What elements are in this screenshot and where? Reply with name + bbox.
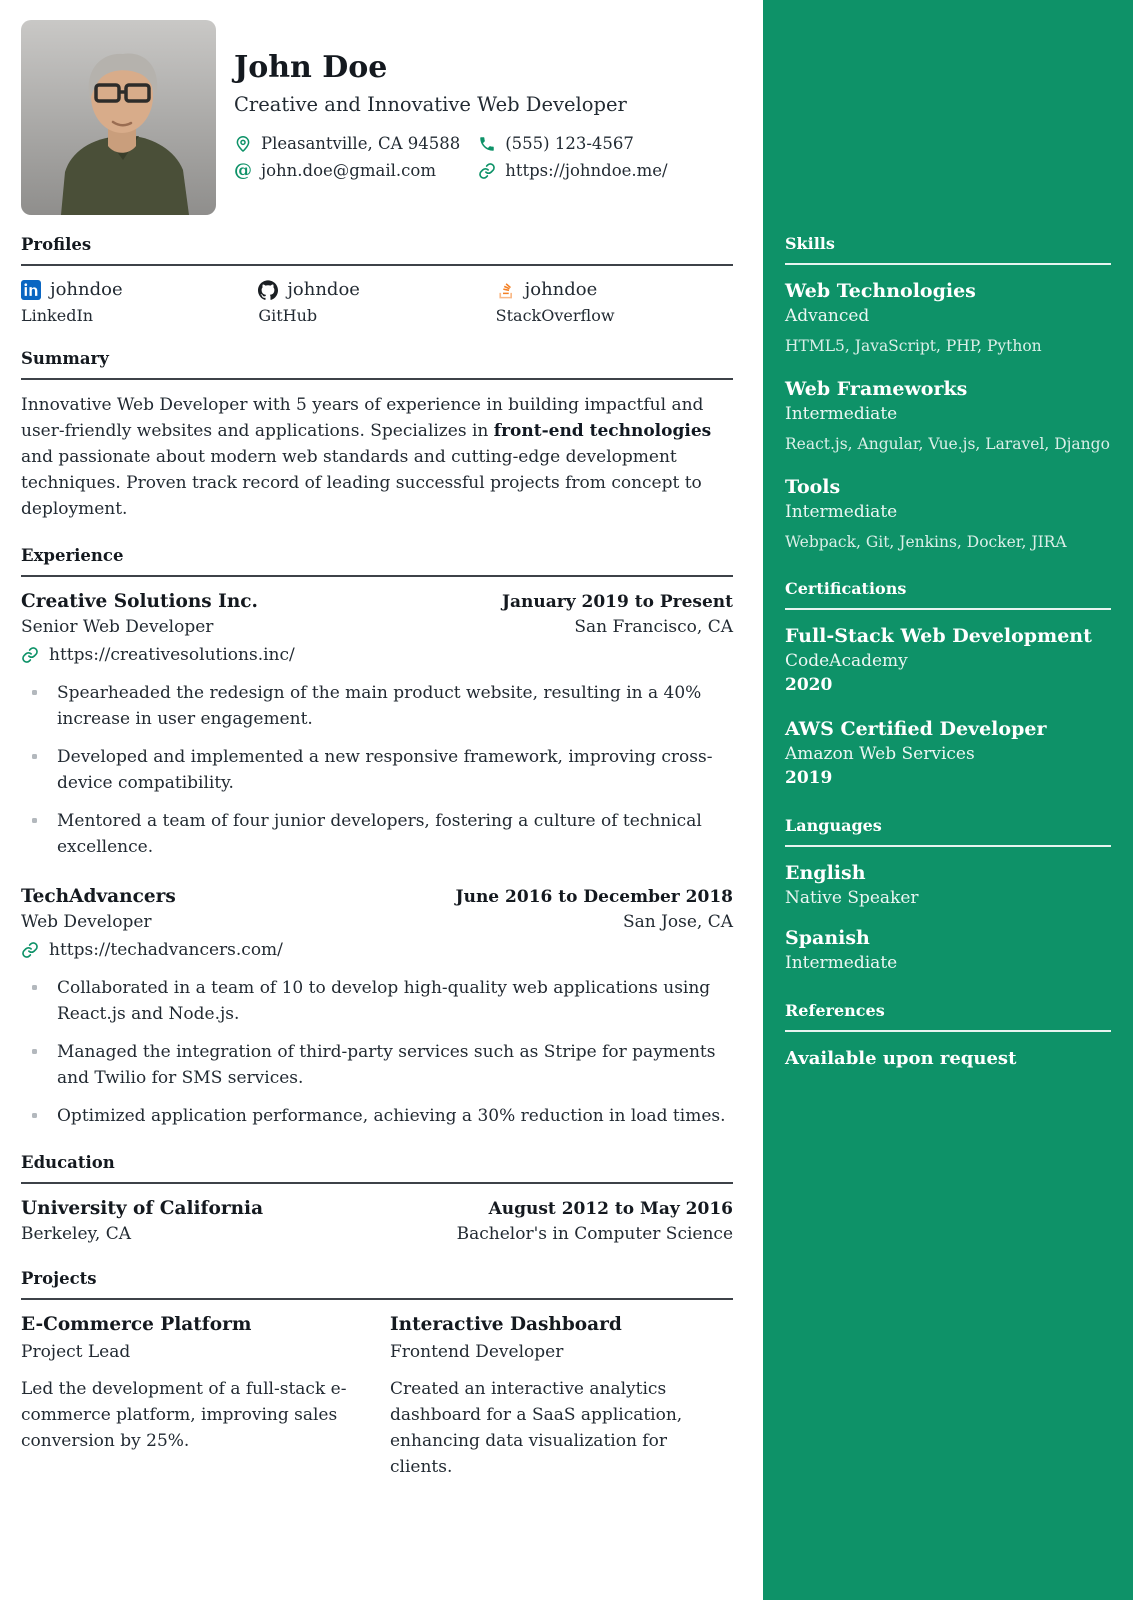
profile-network: LinkedIn <box>21 306 94 325</box>
profile-github <box>258 278 495 327</box>
school-location: Berkeley, CA <box>21 1224 131 1244</box>
sidebar-section-references <box>785 1001 1111 1071</box>
skill-item <box>785 475 1111 553</box>
profile-username[interactable]: johndoe <box>287 279 360 300</box>
bullet-item: Collaborated in a team of 10 to develop high-quality web applications using React.js and Node.js. <box>21 975 733 1027</box>
sidebar-section-certifications <box>785 579 1111 790</box>
job-location: San Francisco, CA <box>574 617 733 637</box>
contact-website-text[interactable]: https://johndoe.me/ <box>505 161 668 180</box>
skill-item <box>785 279 1111 357</box>
certification-issuer: Amazon Web Services <box>785 744 975 764</box>
sidebar-section-skills <box>785 234 1111 553</box>
education-degree: Bachelor's in Computer Science <box>456 1224 733 1244</box>
location-icon <box>234 135 252 153</box>
sidebar-section-languages <box>785 816 1111 975</box>
profile-photo <box>21 20 216 215</box>
project-role: Project Lead <box>21 1342 131 1362</box>
sidebar <box>763 0 1133 1600</box>
language-item <box>785 926 1111 975</box>
education-heading: Education <box>21 1153 733 1184</box>
certifications-heading: Certifications <box>785 579 1111 610</box>
email-icon: @ <box>234 160 252 181</box>
section-experience <box>21 546 733 1129</box>
skill-keywords: Webpack, Git, Jenkins, Docker, JIRA <box>785 533 1067 551</box>
contact-location-text: Pleasantville, CA 94588 <box>261 134 461 153</box>
project-entry <box>390 1312 733 1480</box>
link-icon <box>21 941 39 959</box>
profiles-heading: Profiles <box>21 235 733 266</box>
project-description: Led the development of a full-stack e-commerce platform, improving sales conversion by 25%. <box>21 1379 347 1451</box>
language-item <box>785 861 1111 910</box>
project-description: Created an interactive analytics dashboard for a SaaS application, enhancing data visualization for clients. <box>390 1379 683 1477</box>
projects-heading: Projects <box>21 1269 733 1300</box>
profile-username[interactable]: johndoe <box>524 279 598 300</box>
main-column <box>21 0 733 1480</box>
website-icon <box>478 162 496 180</box>
language-level: Native Speaker <box>785 888 919 908</box>
company-name: TechAdvancers <box>21 886 176 907</box>
job-entry <box>21 589 733 860</box>
profile-linkedin <box>21 278 258 327</box>
certification-issuer: CodeAcademy <box>785 651 908 671</box>
person-name: John Doe <box>234 50 388 85</box>
profile-network: StackOverflow <box>495 306 615 325</box>
job-position: Senior Web Developer <box>21 617 214 637</box>
phone-icon <box>478 135 496 153</box>
references-text: Available upon request <box>785 1048 1017 1069</box>
job-url-row <box>21 642 733 668</box>
linkedin-icon <box>21 280 41 300</box>
certification-name: Full-Stack Web Development <box>785 625 1092 647</box>
job-entry <box>21 884 733 1129</box>
summary-text-part: and passionate about modern web standards and cutting-edge development techniques. Proven track record of leading successful projects from concept to deployment. <box>21 447 702 519</box>
contact-email[interactable] <box>234 159 460 183</box>
job-url-row <box>21 937 733 963</box>
profile-username[interactable]: johndoe <box>50 279 123 300</box>
school-name: University of California <box>21 1198 264 1219</box>
github-icon <box>258 280 278 300</box>
bullet-item: Spearheaded the redesign of the main product website, resulting in a 40% increase in user engagement. <box>21 680 733 732</box>
contact-location <box>234 132 460 156</box>
certification-name: AWS Certified Developer <box>785 718 1047 740</box>
skill-name: Tools <box>785 476 841 498</box>
section-summary <box>21 349 733 522</box>
language-name: Spanish <box>785 927 870 949</box>
certification-item <box>785 717 1111 790</box>
contact-list <box>234 132 668 183</box>
summary-text-bold: front-end technologies <box>493 421 712 441</box>
summary-heading: Summary <box>21 349 733 380</box>
skill-level: Intermediate <box>785 502 898 522</box>
language-level: Intermediate <box>785 953 898 973</box>
language-name: English <box>785 862 866 884</box>
skill-level: Advanced <box>785 306 870 326</box>
company-name: Creative Solutions Inc. <box>21 591 258 612</box>
job-bullets <box>21 975 733 1129</box>
certification-year: 2019 <box>785 768 833 788</box>
profile-network: GitHub <box>258 306 318 325</box>
job-location: San Jose, CA <box>622 912 733 932</box>
job-url[interactable]: https://techadvancers.com/ <box>49 940 283 960</box>
stackoverflow-icon <box>496 280 516 300</box>
certification-year: 2020 <box>785 675 833 695</box>
bullet-item: Managed the integration of third-party services such as Stripe for payments and Twilio for SMS services. <box>21 1039 733 1091</box>
contact-phone <box>478 132 667 156</box>
bullet-item: Mentored a team of four junior developers, fostering a culture of technical excellence. <box>21 808 733 860</box>
summary-text <box>21 392 733 522</box>
languages-heading: Languages <box>785 816 1111 847</box>
skill-name: Web Technologies <box>785 280 976 302</box>
resume-header <box>21 20 733 215</box>
certification-item <box>785 624 1111 697</box>
job-dates: June 2016 to December 2018 <box>455 887 733 907</box>
references-heading: References <box>785 1001 1111 1032</box>
skill-keywords: React.js, Angular, Vue.js, Laravel, Django <box>785 435 1110 453</box>
project-name: E-Commerce Platform <box>21 1314 252 1335</box>
link-icon <box>21 646 39 664</box>
section-profiles <box>21 235 733 327</box>
contact-website[interactable] <box>478 159 667 183</box>
skill-keywords: HTML5, JavaScript, PHP, Python <box>785 337 1042 355</box>
skill-name: Web Frameworks <box>785 378 968 400</box>
profile-photo-image <box>21 20 216 215</box>
contact-email-text[interactable]: john.doe@gmail.com <box>261 161 436 180</box>
job-dates: January 2019 to Present <box>501 592 733 612</box>
bullet-item: Developed and implemented a new responsive framework, improving cross-device compatibility. <box>21 744 733 796</box>
skill-level: Intermediate <box>785 404 898 424</box>
project-name: Interactive Dashboard <box>390 1314 622 1335</box>
contact-phone-text: (555) 123-4567 <box>505 134 634 153</box>
skills-heading: Skills <box>785 234 1111 265</box>
section-education <box>21 1153 733 1247</box>
job-bullets <box>21 680 733 860</box>
identity-block <box>234 20 668 215</box>
bullet-item: Optimized application performance, achieving a 30% reduction in load times. <box>21 1103 733 1129</box>
education-dates: August 2012 to May 2016 <box>488 1199 733 1219</box>
profiles-grid <box>21 278 733 327</box>
section-projects <box>21 1269 733 1480</box>
project-role: Frontend Developer <box>390 1342 564 1362</box>
job-position: Web Developer <box>21 912 152 932</box>
experience-heading: Experience <box>21 546 733 577</box>
project-entry <box>21 1312 364 1480</box>
person-headline: Creative and Innovative Web Developer <box>234 93 627 116</box>
profile-stackoverflow <box>496 278 733 327</box>
job-url[interactable]: https://creativesolutions.inc/ <box>49 645 295 665</box>
summary-text-part: Innovative Web Developer with 5 years of experience in building impactful and user-friendly websites and applications. Specializes in <box>21 395 704 441</box>
projects-grid <box>21 1312 733 1480</box>
skill-item <box>785 377 1111 455</box>
